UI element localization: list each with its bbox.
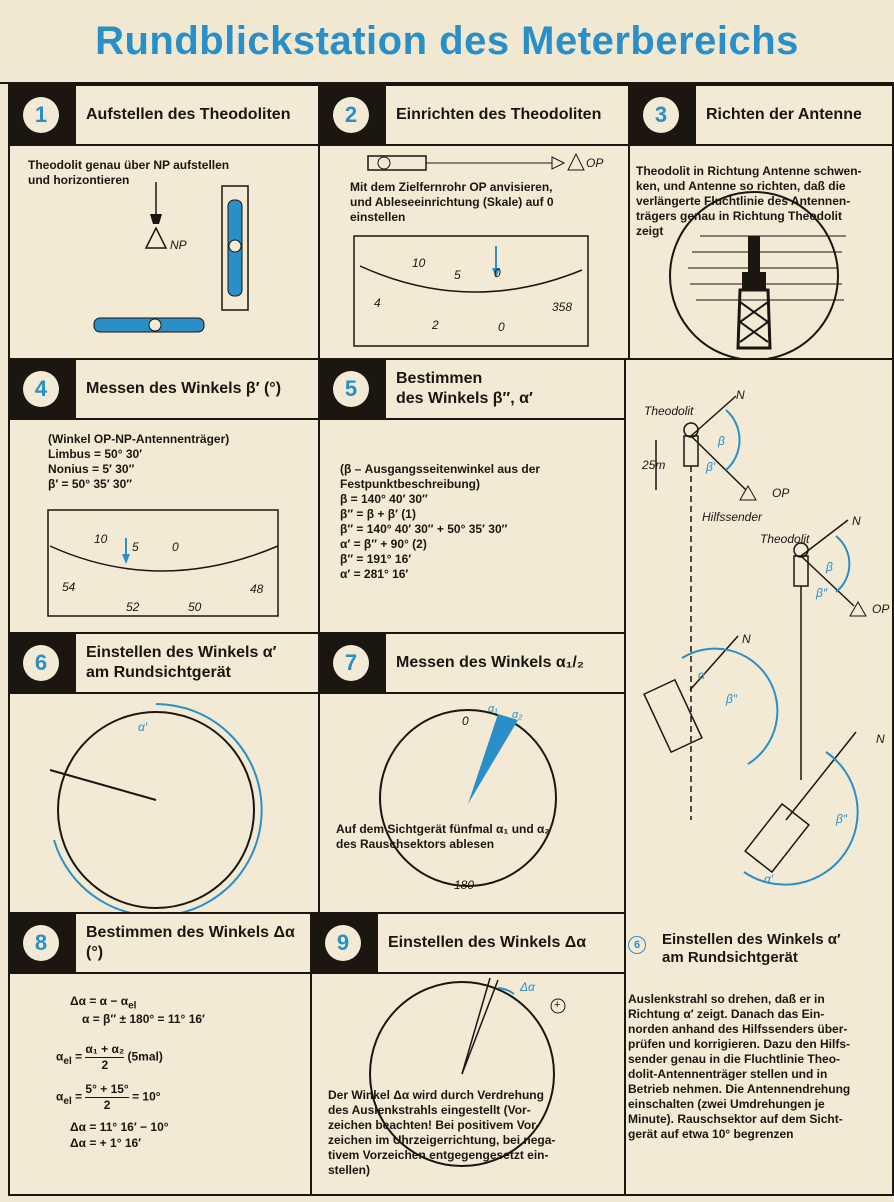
orientation-diagram (626, 360, 894, 918)
panel-title: Messen des Winkels α₁/₂ (396, 654, 584, 671)
scale-top-10: 10 (412, 256, 426, 270)
panel-7 (318, 632, 626, 914)
side-diagram-panel (624, 358, 894, 918)
formula-6: Δα = + 1° 16′ (70, 1136, 142, 1150)
op-label: OP (586, 156, 604, 170)
theodolit-label-1: Theodolit (644, 404, 694, 418)
north-label-3: N (742, 632, 751, 646)
label-0: 0 (462, 714, 469, 728)
plus-icon: + (554, 999, 561, 1011)
scale-bottom-50: 50 (188, 600, 202, 614)
hilfssender-label: Hilfssender (702, 510, 763, 524)
scale-top-0: 0 (172, 540, 179, 554)
formula-1: $\Delta\alpha = \alpha - \alpha_{el}$ (70, 994, 137, 1012)
panel-4 (8, 358, 320, 634)
step-number: 1 (23, 97, 59, 133)
theodolite-setup-diagram (10, 86, 320, 360)
panel-text: Der Winkel Δα wird durch Verdrehung des Auslenkstrahls eingestellt (Vor- zeichen beachten! Bei positivem Vor- zeichen im Uhrzeigerrichtung, bei nega- tivem Vorzeichen entgegengesetzt ein- stellen) (328, 1088, 556, 1177)
alpha-p-label: α′ (764, 872, 774, 886)
panel-2 (318, 84, 630, 360)
scale-top-0: 0 (494, 266, 501, 280)
label-180: 180 (454, 878, 475, 892)
panel-9 (310, 912, 626, 1196)
scale-bottom-48: 48 (250, 582, 264, 596)
step-number: 2 (333, 97, 369, 133)
panel-1 (8, 84, 320, 360)
north-label-2: N (852, 514, 861, 528)
beta-pp-label-2: β″ (726, 692, 738, 706)
step-number: 4 (23, 371, 59, 407)
panel-6 (8, 632, 320, 914)
scale-bottom-52: 52 (126, 600, 140, 614)
delta-label: Δα (520, 980, 535, 994)
op-label-2: OP (872, 602, 890, 616)
panel-title: Bestimmen des Winkels β″, α′ (396, 370, 533, 407)
panel-title: Einstellen des Winkels Δα (388, 934, 587, 951)
scale-top-5: 5 (132, 540, 139, 554)
panel-title: Einstellen des Winkels α′ am Rundsichtgerät (86, 644, 277, 681)
panel-6-text (624, 916, 894, 1196)
page-title: Rundblickstation des Meterbereichs (0, 0, 894, 84)
panel-text: Theodolit in Richtung Antenne schwen- ken, und Antenne so richten, daß die verlängerte Fluchtlinie des Antennen- trägers genau in Richtung Theodolit zeigt (636, 164, 862, 238)
panel-3 (628, 84, 894, 360)
step-number: 7 (333, 645, 369, 681)
formula-4: $\alpha_{el}$ = $\frac{5^\circ + 15^\circ}{2}$ = 10° (56, 1082, 161, 1112)
formula-5: Δα = 11° 16′ − 10° (70, 1120, 169, 1134)
alpha-label: α′ (138, 720, 148, 734)
scale-bottom-2: 2 (432, 318, 439, 332)
step-number: 6 (628, 936, 646, 954)
scale-bottom-54: 54 (62, 580, 76, 594)
sector-display (320, 634, 626, 914)
label-a1: α₁ (488, 703, 498, 715)
formula-2: α = β″ ± 180° = 11° 16′ (82, 1012, 205, 1026)
distance-label: 25m (642, 458, 666, 472)
op-label-1: OP (772, 486, 790, 500)
scale-top-10: 10 (94, 532, 108, 546)
scale-bottom-0: 0 (498, 320, 505, 334)
panel-title: Richten der Antenne (706, 106, 862, 123)
formula-3: $\alpha_{el}$ = $\frac{\text{α₁ + α₂}}{2}$ (5mal) (56, 1042, 163, 1072)
scale-diagram (10, 360, 320, 634)
beta-label-2: β (826, 560, 833, 574)
step-number: 6 (23, 645, 59, 681)
theodolit-label-2: Theodolit (760, 532, 810, 546)
np-label: NP (170, 238, 187, 252)
panel-title: Bestimmen des Winkels Δα (°) (86, 924, 295, 961)
round-display (10, 634, 320, 914)
scale-bottom-358: 358 (552, 300, 573, 314)
beta-p-label: β′ (706, 460, 716, 474)
scale-bottom-4: 4 (374, 296, 381, 310)
panel-text: (β – Ausgangsseitenwinkel aus der Festpunktbeschreibung) β = 140° 40′ 30″ β″ = β + β′ (1) β″ = 140° 40′ 30″ + 50° 35′ 30″ α′ = β″ + 90° (2) β″ = 191° 16′ α′ = 281° 16′ (340, 462, 541, 581)
beta-pp-label-1: β″ (816, 586, 828, 600)
alpha-label: α (698, 668, 705, 682)
beta-label-1: β (718, 434, 725, 448)
label-a2: α₂ (512, 709, 523, 721)
north-label-1: N (736, 388, 745, 402)
panel-text: Theodolit genau über NP aufstellen und horizontieren (28, 158, 230, 187)
step-number: 9 (325, 925, 361, 961)
step-number: 5 (333, 371, 369, 407)
panel-title: Einstellen des Winkels α′ am Rundsichtgerät (662, 931, 841, 966)
step-number: 3 (643, 97, 679, 133)
scale-top-5: 5 (454, 268, 461, 282)
panel-8 (8, 912, 312, 1196)
panel-title: Aufstellen des Theodoliten (86, 106, 291, 123)
north-label-4: N (876, 732, 885, 746)
panel-text: Mit dem Zielfernrohr OP anvisieren, und Ableseeinrichtung (Skale) auf 0 einstellen (350, 180, 554, 224)
beta-pp-label-3: β″ (836, 812, 848, 826)
panel-title: Einrichten des Theodoliten (396, 106, 602, 123)
panel-5 (318, 358, 630, 634)
panel-text: Auslenkstrahl so drehen, daß er in Richtung α′ zeigt. Danach das Ein- norden anhand des Hilfssenders über- prüfen und korrigieren. Dazu den Hilfs- sender genau in die Fluchtlinie Theo- dolit-Antennenträger stellen und in Betrieb nehmen. Die Antennendrehung einschalten (zwei Umdrehungen je Minute). Rauschsektor auf dem Sicht- gerät auf etwa 10° begrenzen (628, 992, 851, 1141)
step-number: 8 (23, 925, 59, 961)
panel-title: Messen des Winkels β′ (°) (86, 380, 282, 397)
panel-text: (Winkel OP-NP-Antennenträger) Limbus = 50° 30′ Nonius = 5′ 30″ β′ = 50° 35′ 30″ (48, 432, 230, 491)
panel-text: Auf dem Sichtgerät fünfmal α₁ und α₂ des Rauschsektors ablesen (336, 822, 550, 851)
